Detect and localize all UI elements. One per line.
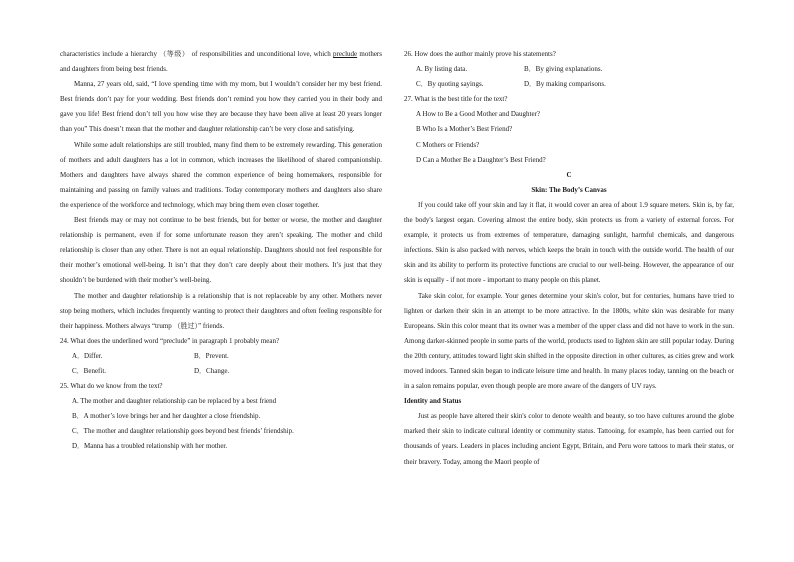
question-26: 26. How does the author mainly prove his statements? — [404, 50, 556, 58]
q25-option-b: B．A mother’s love brings her and her daughter a close friendship. — [72, 412, 261, 421]
question-25: 25. What do we know from the text? — [60, 382, 163, 391]
paragraph-1: characteristics include a hierarchy （等级） of responsibilities and unconditional love, which preclude mothers and daughters from being best friends. — [60, 50, 382, 74]
q24-option-d: D．Change. — [194, 366, 230, 375]
q26-option-d: D．By making comparisons. — [524, 80, 606, 89]
q24-option-a: A．Differ. — [72, 351, 103, 360]
q26-options-row-2 — [404, 77, 734, 92]
paragraph-3: While some adult relationships are still troubled, many find them to be extremely rewarding. This generation of mothers and adult daughters has a lot in common, which increases the likelihood of shared companionship. Mothers and daughters have always shared the common experience of being homemakers, responsible for maintaining and passing on family values and traditions. Today contemporary mothers and daughters also share the experience of the workforce and technology, which may bring them even closer together. — [60, 140, 382, 209]
q24-options-row-2 — [60, 364, 382, 379]
q25-option-a: A. The mother and daughter relationship can be replaced by a best friend — [72, 397, 277, 406]
q27-option-b: B Who Is a Mother’s Best Friend? — [416, 125, 513, 134]
q26-option-c: C．By quoting sayings. — [416, 80, 484, 89]
paragraph-2: Manna, 27 years old, said, “I love spending time with my mom, but I wouldn’t consider her my best friend. Best friends don’t pay for your wedding. Best friends don’t remind you how they carried you in their body and gave you life! Best friend don’t tell you how wise they are because they have been alive at least 20 years longer than you” This doesn’t mean that the mother and daughter relationship can’t be very close and satisfying. — [60, 80, 382, 134]
paragraph-4: Best friends may or may not continue to be best friends, but for better or worse, the mother and daughter relationship is permanent, even if for some unfortunate reason they aren’t speaking. The mother and child relationship is closer than any other. There is not an equal relationship. Daughters should not feel responsible for their mother’s emotional well-being. It isn’t that they don’t care deeply about their mothers. It’s just that they shouldn’t be burdened with their mother’s well-being. — [60, 216, 382, 285]
q24-options-row-1 — [60, 349, 382, 364]
q25-option-d: D．Manna has a troubled relationship with her mother. — [72, 442, 228, 451]
passage-c-paragraph-3: Just as people have altered their skin's color to denote wealth and beauty, so too have cultures around the globe marked their skin to indicate cultural identity or community status. Tattooing, for example, has been carried out for thousands of years. Leaders in places including ancient Egypt, Britain, and Peru wore tattoos to mark their status, or their bravery. Today, among the Maori people of — [404, 412, 734, 466]
underlined-word-preclude: preclude — [333, 50, 358, 58]
q24-option-b: B．Prevent. — [194, 351, 229, 360]
question-27: 27. What is the best title for the text? — [404, 95, 508, 104]
passage-c-paragraph-2: Take skin color, for example. Your genes determine your skin's color, but for centuries, humans have tried to lighten or darken their skin in an attempt to be more attractive. In the 1800s, white skin was desirable for many Europeans. Skin this color meant that its owner was a member of the upper class and did not have to work in the sun. Among darker-skinned people in some parts of the world, products used to lighten skin are still popular today. During the 20th century, attitudes toward light skin shifted in the opposite direction in other cultures, as cities grew and work moved indoors. Tanned skin began to indicate leisure time and health. In many places today, tanning on the beach or in a salon remains popular, even though people are more aware of the dangers of UV rays. — [404, 291, 734, 391]
subheading: Identity and Status — [404, 397, 462, 406]
right-column — [404, 47, 734, 470]
q25-option-c: C．The mother and daughter relationship goes beyond best friends’ friendship. — [72, 427, 294, 436]
q26-option-a: A. By listing data. — [416, 65, 468, 74]
q27-option-d: D Can a Mother Be a Daughter’s Best Friend? — [416, 155, 546, 164]
paragraph-5: The mother and daughter relationship is a relationship that is not replaceable by any other. Mothers never stop being mothers, which includes frequently wanting to protect their daughters and often feeling responsible for their happiness. Mothers always “trump （胜过）” friends. — [60, 291, 382, 330]
q24-option-c: C．Benefit. — [72, 366, 107, 375]
q27-option-a: A How to Be a Good Mother and Daughter? — [416, 110, 541, 119]
q26-option-b: B．By giving explanations. — [524, 65, 603, 74]
passage-c-paragraph-1: If you could take off your skin and lay it flat, it would cover an area of about 1.9 square meters. Skin is, by far, the body's largest organ. Covering almost the entire body, skin protects us from a variety of external forces. For example, it protects us from extremes of temperature, damaging sunlight, harmful chemicals, and dangerous infections. Skin is also packed with nerves, which keeps the brain in touch with the outside world. The health of our skin and its ability to perform its protective functions are crucial to our well-being. However, the appearance of our skin is equally - if not more - important to many people on this planet. — [404, 200, 734, 285]
section-label: C — [566, 170, 572, 179]
q27-option-c: C Mothers or Friends? — [416, 140, 480, 149]
left-column — [60, 47, 382, 455]
q26-options-row-1 — [404, 62, 734, 77]
passage-title: Skin: The Body’s Canvas — [531, 185, 607, 194]
question-24: 24. What does the underlined word “preclude” in paragraph 1 probably mean? — [60, 336, 280, 345]
